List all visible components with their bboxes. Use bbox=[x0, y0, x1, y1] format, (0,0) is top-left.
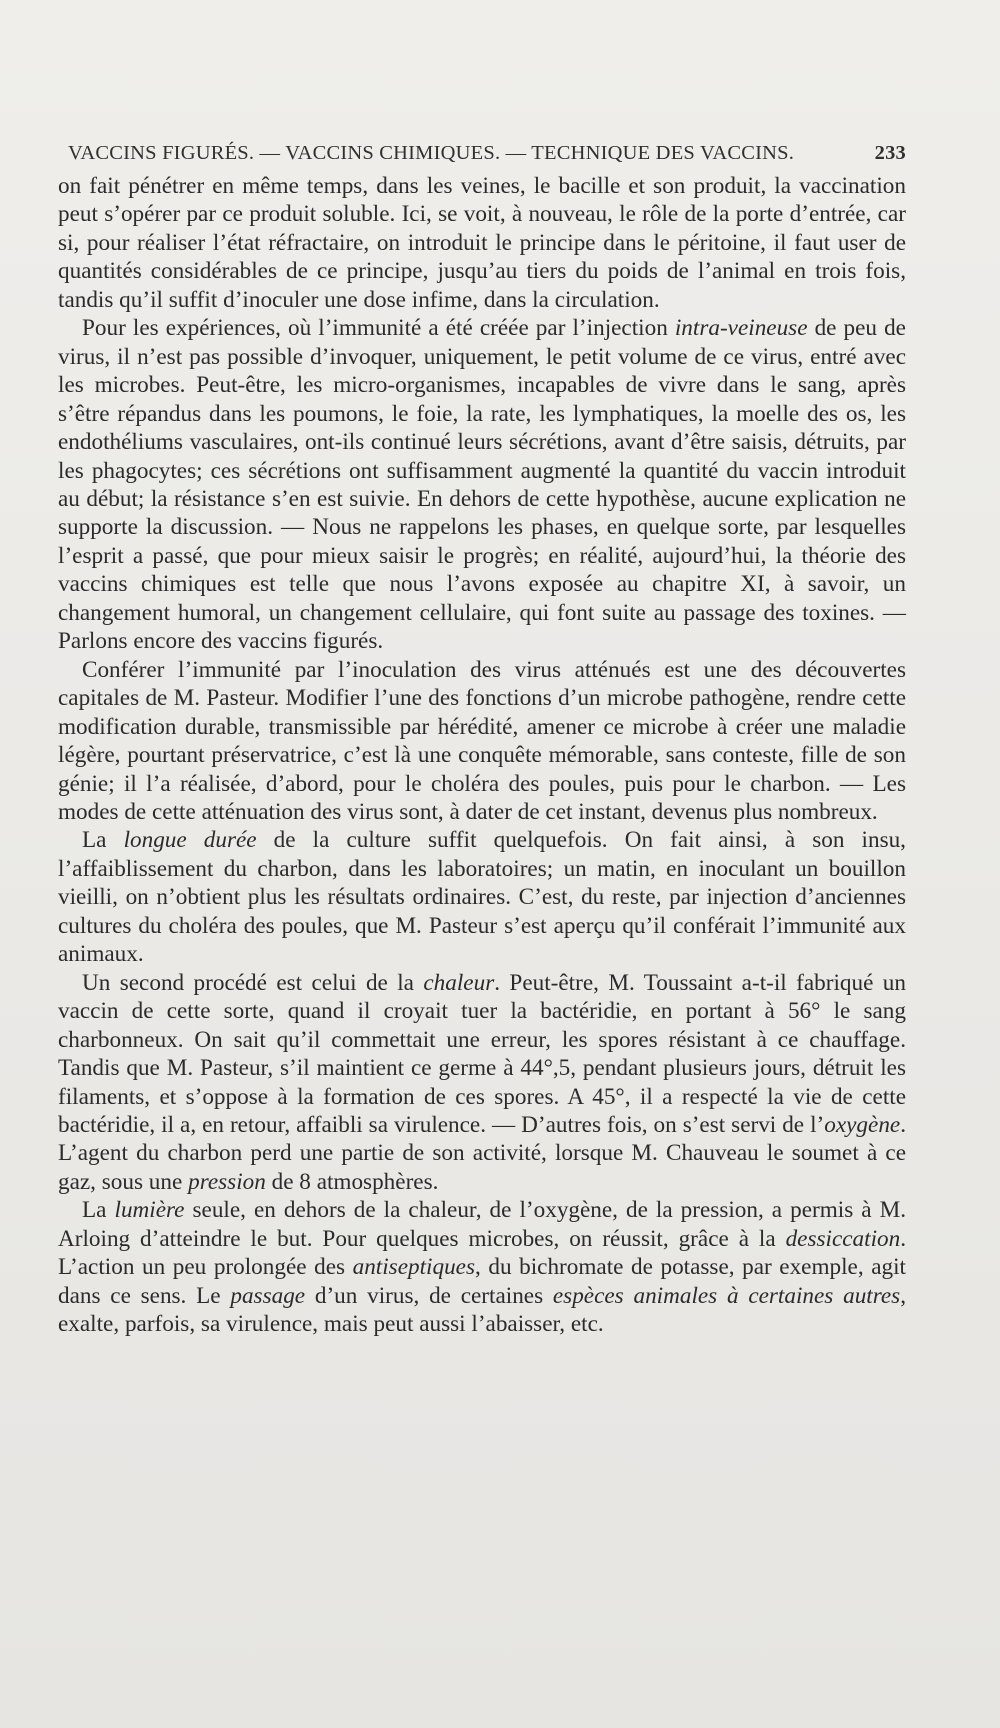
paragraph-1 bbox=[58, 172, 906, 314]
paragraph-text: , exalte, parfois, sa virulence, mais peut aussi l’abaisser, etc. bbox=[58, 1282, 906, 1338]
paragraph-text: , du bichromate de potasse, par exemple, agit dans ce sens. Le bbox=[58, 1254, 906, 1309]
page-number: 233 bbox=[874, 142, 906, 164]
italic-term-especes-animales: espèces animales à certaines autres bbox=[552, 1282, 901, 1309]
italic-term-oxygene: oxygène bbox=[824, 1111, 901, 1138]
paragraph-text: d’un virus, de certaines bbox=[305, 1282, 553, 1309]
body-text bbox=[58, 172, 906, 1339]
paragraph-text: Conférer l’immunité par l’inoculation des virus atténués est une des découvertes capitales de M. Pasteur. Modifier l’une des fonctions d’un microbe pathogène, rendre cette modification durable, transmissible par hérédité, amener ce microbe à créer une maladie légère, pourtant préservatrice, c’est là une conquête mémorable, sans conteste, fille de son génie; il l’a réalisée, d’abord, pour le choléra des poules, puis pour le charbon. — Les modes de cette atténuation des virus sont, à dater de cet instant, devenus plus nombreux. bbox=[58, 656, 906, 825]
paragraph-3 bbox=[58, 656, 906, 827]
paragraph-5 bbox=[58, 969, 906, 1197]
paragraph-text: on fait pénétrer en même temps, dans les veines, le bacille et son produit, la vaccination peut s’opérer par ce produit soluble. Ici, se voit, à nouveau, le rôle de la porte d’entrée, car si, pour réaliser l’état réfractaire, on introduit le principe dans le péritoine, il faut user de quantités considérables de ce principe, jusqu’au tiers du poids de l’animal en trois fois, tandis qu’il suffit d’inoculer une dose infime, dans la circulation. bbox=[58, 173, 906, 313]
running-header bbox=[68, 142, 906, 170]
paragraph-text: . L’agent du charbon perd une partie de son activité, lorsque M. Chauveau le soumet à ce gaz, sous une bbox=[58, 1111, 906, 1195]
paragraph-text: de peu de virus, il n’est pas possible d’invoquer, uniquement, le petit volume de ce virus, entré avec les microbes. Peut-être, les micro-organismes, incapables de vivre dans le sang, après s’être répandus dans les poumons, le foie, la rate, les lymphatiques, la moelle des os, les endothéliums vasculaires, ont-ils continué leurs sécrétions, avant d’être saisis, détruits, par les phagocytes; ces sécrétions ont suffisamment augmenté la quantité du vaccin introduit au début; la résistance s’en est suivie. En dehors de cette hypothèse, aucune explication ne supporte la discussion. — Nous ne rappelons les phases, en quelque sorte, par lesquelles l’esprit a passé, que pour mieux saisir le progrès; en réalité, aujourd’hui, la théorie des vaccins chimiques est telle que nous l’avons exposée au chapitre XI, à savoir, un changement humoral, un changement cellulaire, qui font suite au passage des toxines. — Parlons encore des vaccins figurés. bbox=[58, 315, 906, 655]
paragraph-text: La bbox=[82, 827, 124, 854]
italic-term-passage: passage bbox=[230, 1282, 306, 1309]
paragraph-text: de la culture suffit quelquefois. On fait ainsi, à son insu, l’affaiblissement du charbon, dans les laboratoires; un matin, en inoculant un bouillon vieilli, on n’obtient plus les résultats ordinaires. C’est, du reste, par injection d’anciennes cultures du choléra des poules, que M. Pasteur s’est aperçu qu’il conférait l’immunité aux animaux. bbox=[58, 827, 906, 968]
paragraph-text: . L’action un peu prolongée des bbox=[58, 1225, 906, 1281]
italic-term-pression: pression bbox=[188, 1168, 266, 1195]
paragraph-2 bbox=[58, 314, 906, 655]
running-title: VACCINS FIGURÉS. — VACCINS CHIMIQUES. — TECHNIQUE DES VACCINS. bbox=[68, 142, 795, 164]
italic-term-longue-duree: longue durée bbox=[123, 827, 257, 854]
italic-term-lumiere: lumière bbox=[114, 1197, 185, 1224]
paragraph-text: Pour les expériences, où l’immunité a été créée par l’injection bbox=[82, 315, 675, 342]
paragraph-text: . Peut-être, M. Toussaint a-t-il fabriqué un vaccin de cette sorte, quand il croyait tuer la bactéridie, en portant à 56° le sang charbonneux. On sait qu’il commettait une erreur, les spores résistant à ce chauffage. Tandis que M. Pasteur, s’il maintient ce germe à 44°,5, pendant plusieurs jours, détruit les filaments, et s’oppose à la formation de ces spores. A 45°, il a respecté la vie de cette bactéridie, il a, en retour, affaibli sa virulence. — D’autres fois, on s’est servi de l’ bbox=[58, 969, 906, 1138]
paragraph-6 bbox=[58, 1196, 906, 1338]
paragraph-text: de 8 atmosphères. bbox=[265, 1168, 439, 1195]
paragraph-4 bbox=[58, 826, 906, 968]
paragraph-text: seule, en dehors de la chaleur, de l’oxygène, de la pression, a permis à M. Arloing d’atteindre le but. Pour quelques microbes, on réussit, grâce à la bbox=[58, 1197, 906, 1252]
italic-term-antiseptiques: antiseptiques bbox=[352, 1254, 475, 1281]
italic-term-dessiccation: dessiccation bbox=[785, 1225, 901, 1252]
paragraph-text: Un second procédé est celui de la bbox=[82, 969, 424, 996]
italic-term-chaleur: chaleur bbox=[423, 969, 495, 996]
italic-term-intra-veineuse: intra-veineuse bbox=[674, 315, 808, 342]
paragraph-text: La bbox=[82, 1197, 115, 1224]
